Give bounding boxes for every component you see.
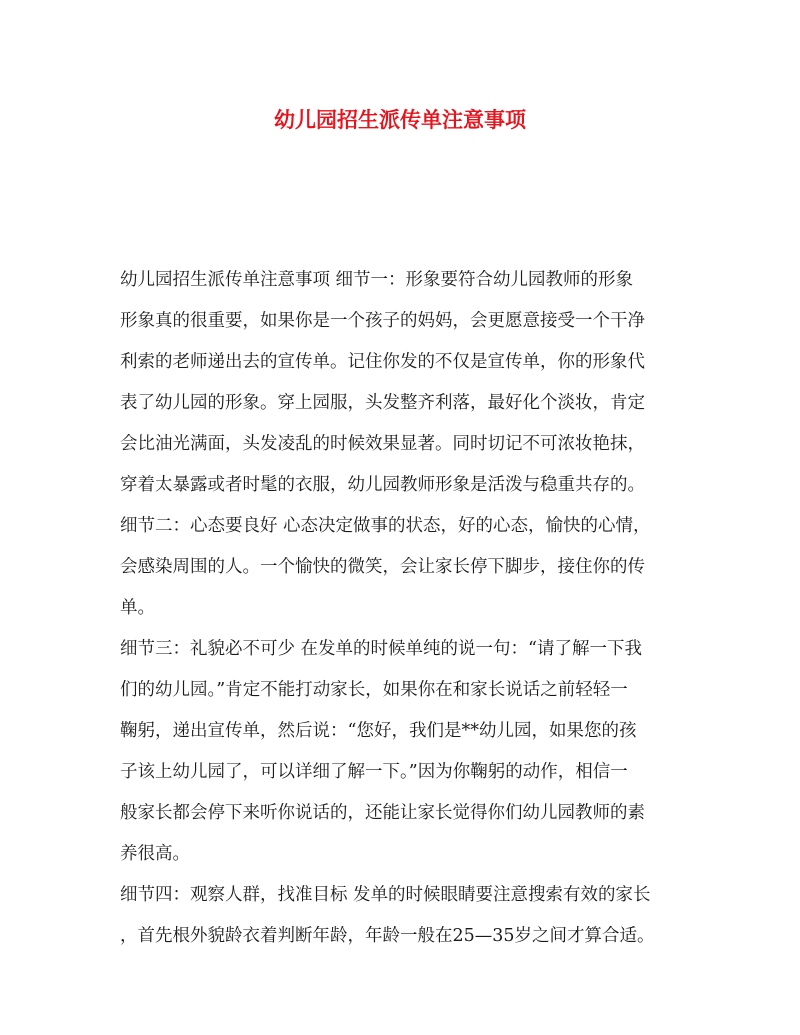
body-line: ，首先根外貌龄衣着判断年龄，年龄一般在25—35岁之间才算合适。	[120, 926, 655, 946]
document-title: 幼儿园招生派传单注意事项	[274, 107, 526, 132]
body-line: 利索的老师递出去的宣传单。记住你发的不仅是宣传单，你的形象代	[120, 352, 645, 372]
body-line: 表了幼儿园的形象。穿上园服，头发整齐利落，最好化个淡妆，肯定	[120, 393, 645, 413]
body-line: 会比油光满面，头发凌乱的时候效果显著。同时切记不可浓妆艳抹，	[120, 434, 645, 454]
body-line: 细节三：礼貌必不可少 在发单的时候单纯的说一句：“请了解一下我	[120, 639, 643, 659]
body-line: 形象真的很重要，如果你是一个孩子的妈妈，会更愿意接受一个干净	[120, 311, 645, 331]
document-body	[120, 260, 680, 957]
body-line: 们的幼儿园。”肯定不能打动家长，如果你在和家长说话之前轻轻一	[120, 680, 628, 700]
body-line: 般家长都会停下来听你说话的，还能让家长觉得你们幼儿园教师的素	[120, 803, 645, 823]
body-line: 幼儿园招生派传单注意事项 细节一：形象要符合幼儿园教师的形象	[120, 270, 634, 290]
body-line: 细节四：观察人群，找准目标 发单的时候眼睛要注意搜索有效的家长	[120, 885, 651, 905]
body-line: 会感染周围的人。一个愉快的微笑，会让家长停下脚步，接住你的传	[120, 557, 645, 577]
body-line: 细节二：心态要良好 心态决定做事的状态，好的心态，愉快的心情，	[120, 516, 651, 536]
body-line: 鞠躬，递出宣传单，然后说：“您好，我们是**幼儿园，如果您的孩	[120, 721, 637, 741]
body-line: 穿着太暴露或者时髦的衣服，幼儿园教师形象是活泼与稳重共存的。	[120, 475, 645, 495]
body-line: 养很高。	[120, 844, 190, 864]
body-line: 子该上幼儿园了，可以详细了解一下。”因为你鞠躬的动作，相信一	[120, 762, 628, 782]
body-line: 单。	[120, 598, 155, 618]
